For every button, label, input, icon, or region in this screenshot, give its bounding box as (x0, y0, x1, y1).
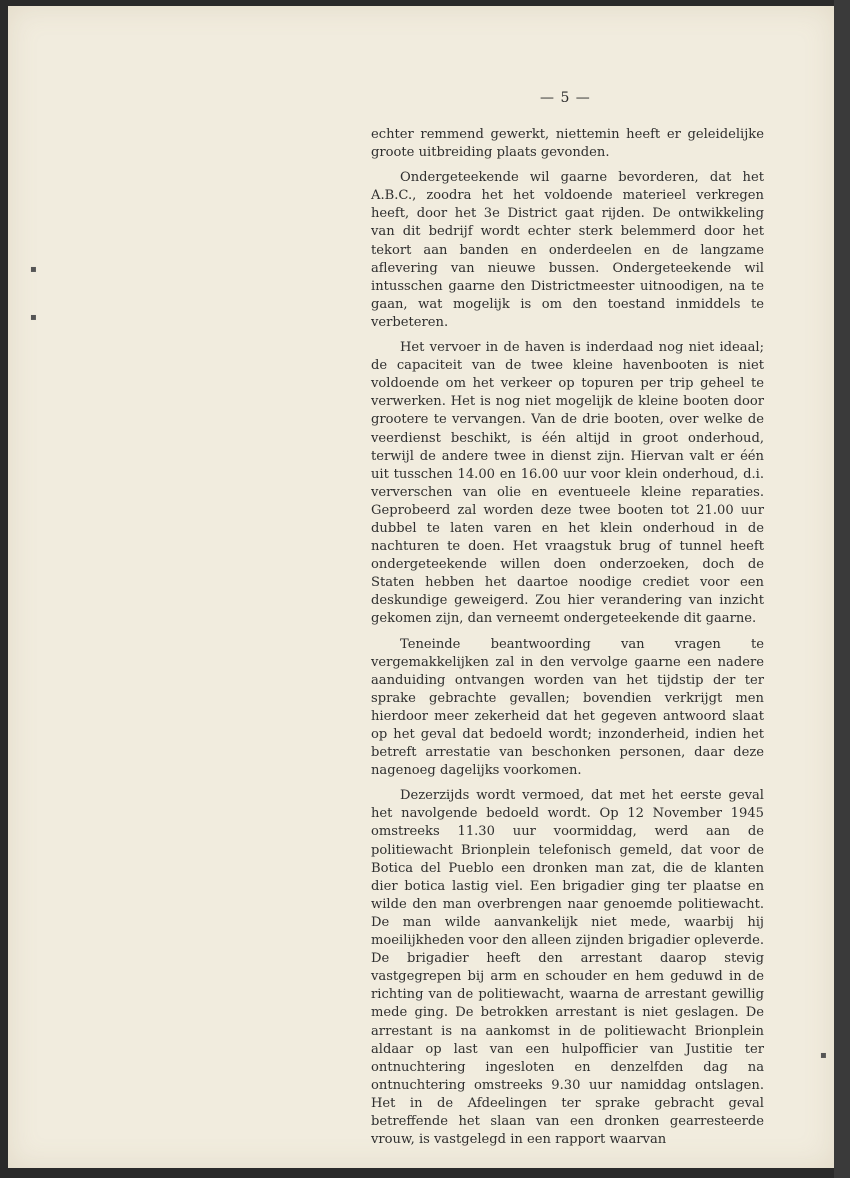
margin-mark: ▪ (820, 1050, 827, 1061)
paragraph: echter remmend gewerkt, niettemin heeft er geleidelijke groote uitbreiding plaats gevonden. (371, 127, 764, 161)
paragraph: Het vervoer in de haven is inderdaad nog niet ideaal; de capaciteit van de twee kleine havenbooten is niet voldoende om het verkeer op topuren per trip geheel te verwerken. Het is nog niet mogelijk de kleine booten door grootere te vervangen. Van de drie booten, over welke de veerdienst beschikt, is één altijd in groot onderhoud, terwijl de andere twee in dienst zijn. Hiervan valt er één uit tusschen 14.00 en 16.00 uur voor klein onderhoud, d.i. ververschen van olie en eventueele kleine reparaties. Geprobeerd zal worden deze twee booten tot 21.00 uur dubbel te laten varen en het klein onderhoud in de nachturen te doen. Het vraagstuk brug of tunnel heeft ondergeteekende willen doen onderzoeken, doch de Staten hebben het daartoe noodige crediet voor een deskundige geweigerd. Zou hier verandering van inzicht gekomen zijn, dan verneemt ondergeteekende dit gaarne. (371, 340, 764, 627)
paragraph: Dezerzijds wordt vermoed, dat met het eerste geval het navolgende bedoeld wordt. Op 12 November 1945 omstreeks 11.30 uur voormiddag, werd aan de politiewacht Brionplein telefonisch gemeld, dat voor de Botica del Pueblo een dronken man zat, die de klanten dier botica lastig viel. Een brigadier ging ter plaatse en wilde den man overbrengen naar genoemde politiewacht. De man wilde aanvankelijk niet mede, waarbij hij moeilijkheden voor den alleen zijnden brigadier opleverde. De brigadier heeft den arrestant daarop stevig vastgegrepen bij arm en schouder en hem geduwd in de richting van de politiewacht, waarna de arrestant gewillig mede ging. De betrokken arrestant is niet geslagen. De arrestant is na aankomst in de politiewacht Brionplein aldaar op last van een hulpofficier van Justitie ter ontnuchtering ingesloten en denzelfden dag na ontnuchtering omstreeks 9.30 uur namiddag ontslagen. Het in de Afdeelingen ter sprake gebracht geval betreffende het slaan van een dronken gearresteerde vrouw, is vastgelegd in een rapport waarvan (371, 788, 764, 1148)
paragraph: Ondergeteekende wil gaarne bevorderen, dat het A.B.C., zoodra het het voldoende materieel verkregen heeft, door het 3e District gaat rijden. De ontwikkeling van dit bedrijf wordt echter sterk belemmerd door het tekort aan banden en onderdeelen en de langzame aflevering van nieuwe bussen. Ondergeteekende wil intusschen gaarne den Districtmeester uitnoodigen, na te gaan, wat mogelijk is om den toestand inmiddels te verbeteren. (371, 170, 764, 330)
paragraph: Teneinde beantwoording van vragen te vergemakkelijken zal in den vervolge gaarne een nadere aanduiding ontvangen worden van het tijdstip der ter sprake gebrachte gevallen; bovendien verkrijgt men hierdoor meer zekerheid dat het gegeven antwoord slaat op het geval dat bedoeld wordt; inzonderheid, indien het betreft arrestatie van beschonken personen, daar deze nagenoeg dagelijks voorkomen. (371, 636, 764, 779)
margin-mark: ▪ (30, 264, 37, 275)
margin-mark: ▪ (30, 312, 37, 323)
body-text (371, 126, 764, 1156)
scan-border (834, 0, 850, 1178)
page-number: — 5 — (540, 90, 591, 106)
